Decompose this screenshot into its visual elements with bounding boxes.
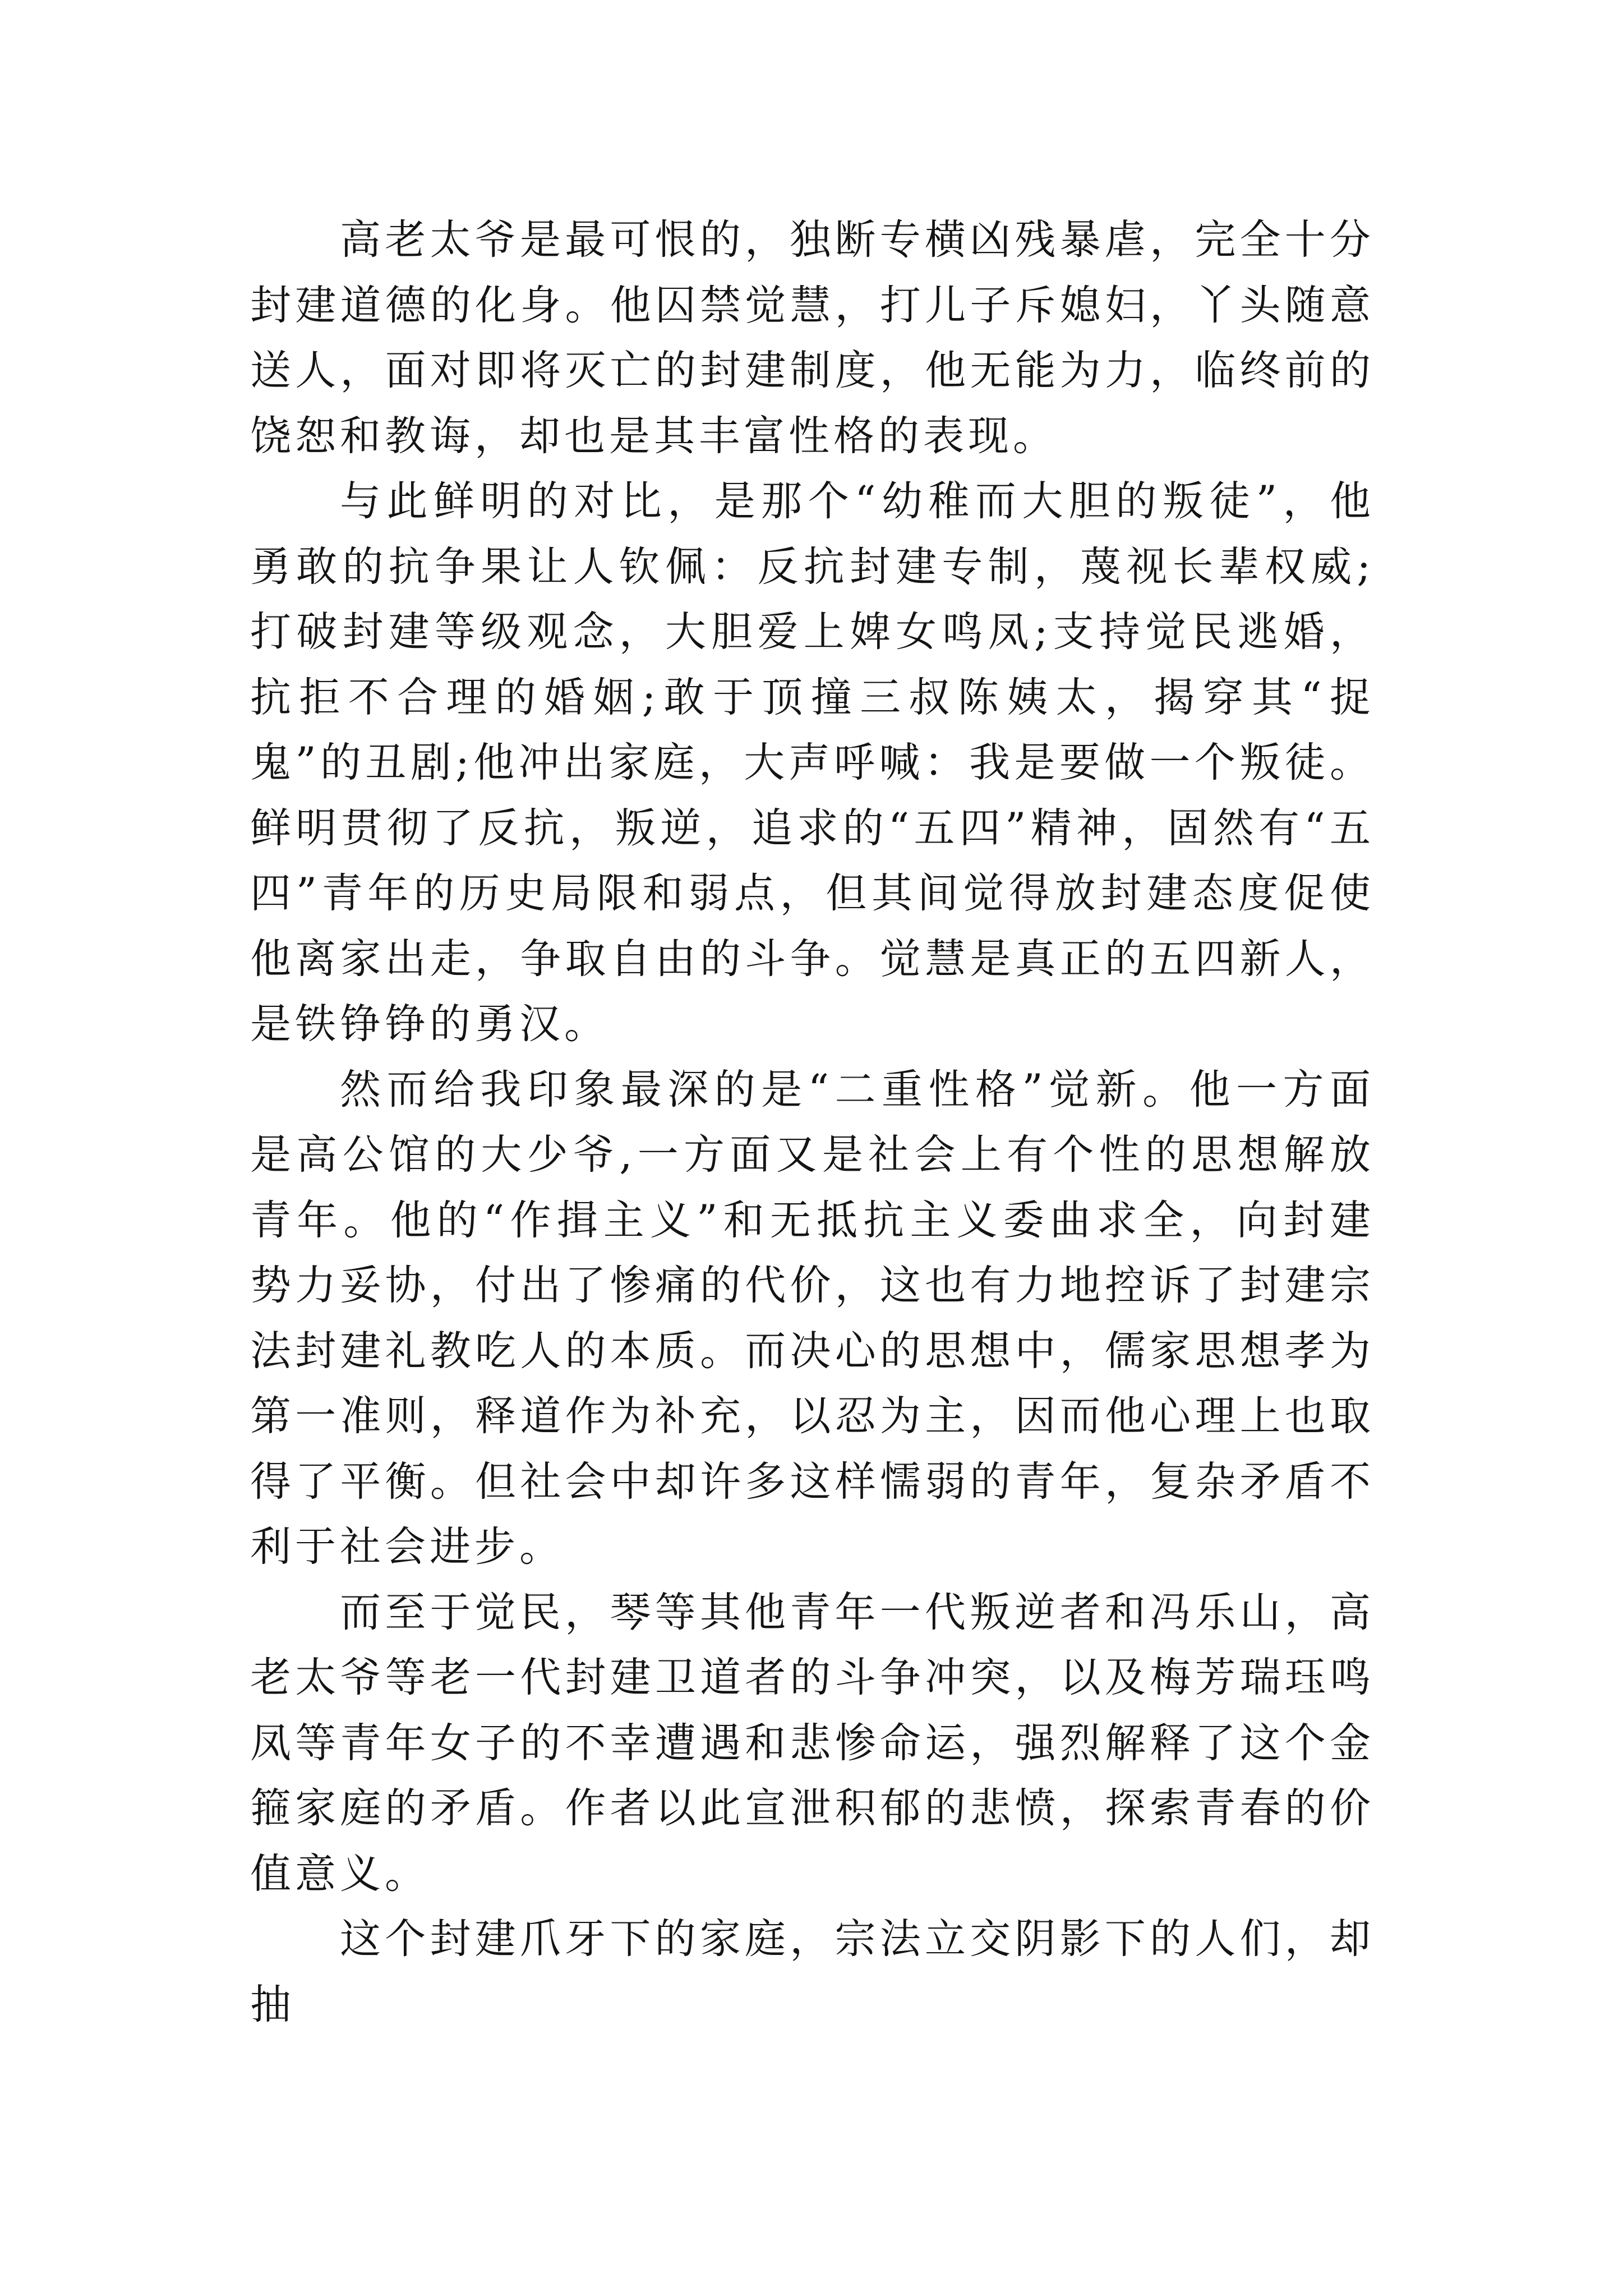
paragraph-juexin: 然而给我印象最深的是“二重性格”觉新。他一方面是高公馆的大少爷,一方面又是社会上有个性的思想解放青年。他的“作揖主义”和无抵抗主义委曲求全，向封建势力妥协，付出了惨痛的代价，这也有力地控诉了封建宗法封建礼教吃人的本质。而决心的思想中，儒家思想孝为第一准则，释道作为补充，以忍为主，因而他心理上也取得了平衡。但社会中却许多这样懦弱的青年，复杂矛盾不利于社会进步。 xyxy=(250,1065,1375,1571)
paragraph-juemin: 而至于觉民，琴等其他青年一代叛逆者和冯乐山，高老太爷等老一代封建卫道者的斗争冲突，以及梅芳瑞珏鸣凤等青年女子的不幸遭遇和悲惨命运，强烈解释了这个金箍家庭的矛盾。作者以此宣泄积郁的悲愤，探索青春的价值意义。 xyxy=(250,1588,1375,1898)
paragraph-juehui: 与此鲜明的对比，是那个“幼稚而大胆的叛徒”，他勇敢的抗争果让人钦佩：反抗封建专制，蔑视长辈权威;打破封建等级观念，大胆爱上婢女鸣凤;支持觉民逃婚，抗拒不合理的婚姻;敢于顶撞三叔陈姨太，揭穿其“捉鬼”的丑剧;他冲出家庭，大声呼喊：我是要做一个叛徒。鲜明贯彻了反抗，叛逆，追求的“五四”精神，固然有“五四”青年的历史局限和弱点，但其间觉得放封建态度促使他离家出走，争取自由的斗争。觉慧是真正的五四新人，是铁铮铮的勇汉。 xyxy=(250,477,1375,1048)
body-text xyxy=(250,208,1375,2037)
paragraph-family: 这个封建爪牙下的家庭，宗法立交阴影下的人们，却抽 xyxy=(250,1915,1375,2028)
paragraph-grandfather: 高老太爷是最可恨的，独断专横凶残暴虐，完全十分封建道德的化身。他囚禁觉慧，打儿子斥媳妇，丫头随意送人，面对即将灭亡的封建制度，他无能为力，临终前的饶恕和教诲，却也是其丰富性格的表现。 xyxy=(250,216,1375,460)
